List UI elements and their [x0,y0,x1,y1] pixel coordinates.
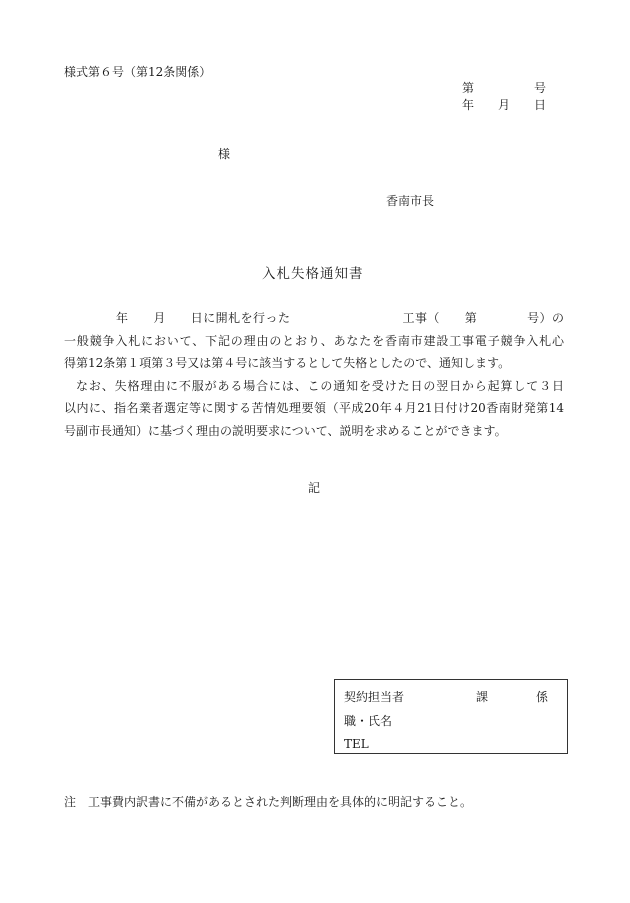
document-number: 第 号 [462,81,547,95]
ki-heading: 記 [308,481,321,495]
staff-label: 係 [536,690,549,704]
body-line: 得第12条第１項第３号又は第４号に該当するとして失格としたので、通知します。 [64,356,511,370]
body-line: 年 月 日に開札を行った 工事（ 第 号）の [116,311,564,325]
contract-person-label: 契約担当者 [344,690,405,704]
sender-name: 香南市長 [386,194,435,208]
body-paragraph-1 [64,307,564,442]
contact-box [334,679,568,754]
tel-label: TEL [344,737,369,751]
body-line: 号副市長通知）に基づく理由の説明要求について、説明を求めることができます。 [64,423,507,438]
body-line: なお、失格理由に不服がある場合には、この通知を受けた日の翌日から起算して３日 [76,378,564,393]
note-text: 注 工事費内訳書に不備があるとされた判断理由を具体的に明記すること。 [64,795,473,809]
document-date: 年 月 日 [462,98,547,112]
section-label: 課 [476,690,489,704]
name-label: 職・氏名 [344,714,393,728]
document-title: 入札失格通知書 [262,266,364,282]
form-label: 様式第６号（第12条関係） [64,65,212,79]
body-line: 一般競争入札において、下記の理由のとおり、あなたを香南市建設工事電子競争入札心 [64,333,564,348]
addressee-suffix: 様 [218,147,231,161]
body-line: 以内に、指名業者選定等に関する苦情処理要領（平成20年４月21日付け20香南財発第14 [64,401,564,415]
